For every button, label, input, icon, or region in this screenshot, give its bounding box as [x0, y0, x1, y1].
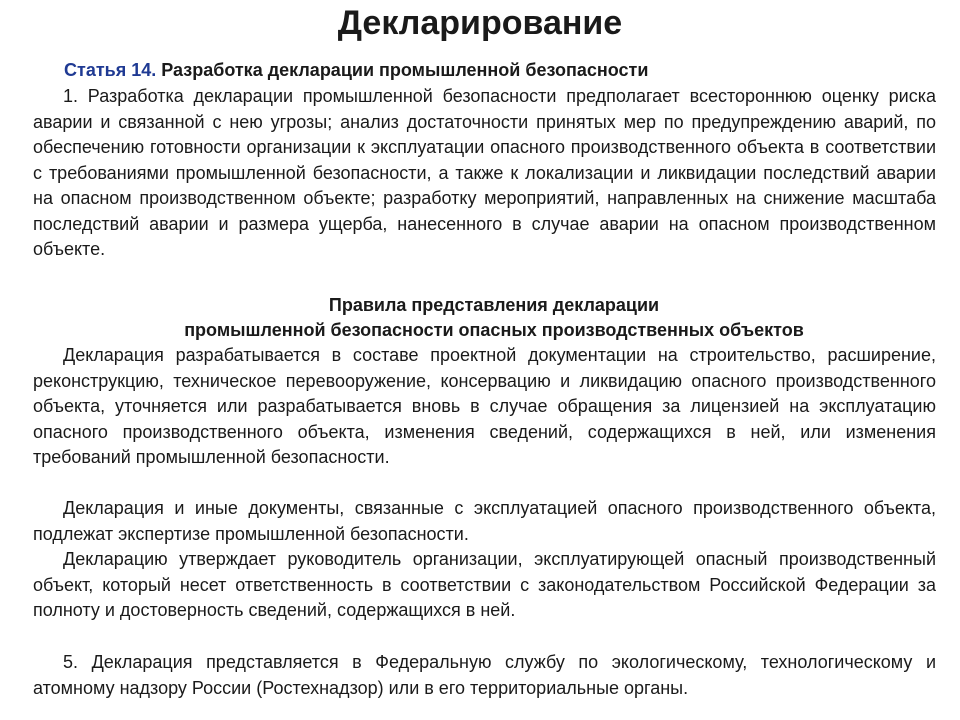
- rules-heading-line-1: Правила представления декларации: [328, 295, 660, 315]
- article-number: Статья 14.: [64, 60, 157, 80]
- rules-paragraph-3: Декларацию утверждает руководитель организации, эксплуатирующей опасный производственный объект, который несет ответственность в соответствии с законодательством Российской Федерации за полноту и достоверность сведений, содержащихся в ней.: [33, 549, 936, 620]
- rules-paragraph-1: Декларация разрабатывается в составе проектной документации на строительство, расширение, реконструкцию, техническое перевооружение, консервацию и ликвидацию опасного производственного объекта, уточняется или разрабатывается вновь в случае обращения за лицензией на эксплуатацию опасного производственного объекта, изменения сведений, содержащихся в ней, или изменения требований промышленной безопасности.: [33, 345, 936, 467]
- article-heading: [64, 58, 648, 82]
- article-name: Разработка декларации промышленной безопасности: [161, 60, 649, 80]
- rules-heading: [0, 293, 960, 343]
- article-paragraph-1: 1. Разработка декларации промышленной безопасности предполагает всестороннюю оценку риска аварии и связанной с нею угрозы; анализ достаточности принятых мер по предупреждению аварий, по обеспечению готовности организации к эксплуатации опасного производственного объекта в соответствии с требованиями промышленной безопасности, а также к локализации и ликвидации последствий аварии на опасном производственном объекте; разработку мероприятий, направленных на снижение масштаба последствий аварии и размера ущерба, нанесенного в случае аварии на опасном производственном объекте.: [33, 86, 936, 259]
- rules-paragraph-2: Декларация и иные документы, связанные с эксплуатацией опасного производственного объекта, подлежат экспертизе промышленной безопасности.: [33, 498, 936, 544]
- slide-title: Декларирование: [337, 4, 623, 42]
- rules-paragraph-4: 5. Декларация представляется в Федеральную службу по экологическому, технологическому и атомному надзору России (Ростехнадзор) или в его территориальные органы.: [33, 652, 936, 698]
- rules-heading-line-2: промышленной безопасности опасных производственных объектов: [184, 320, 804, 340]
